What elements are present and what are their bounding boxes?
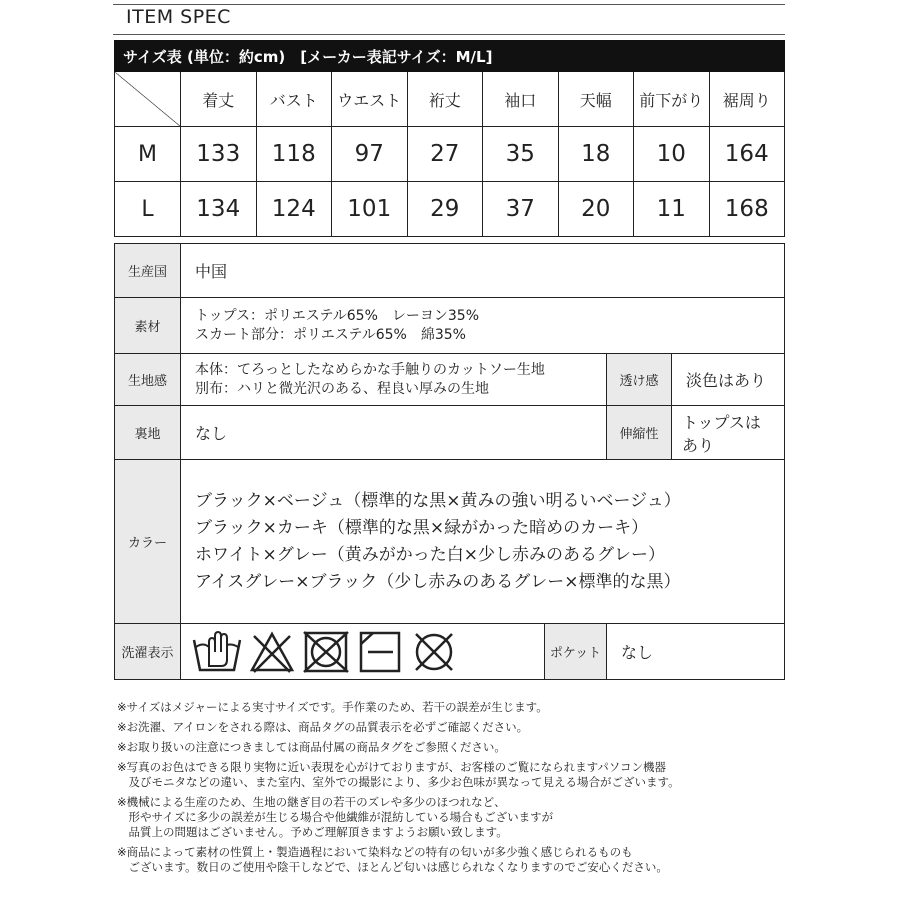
table-cell: 29	[407, 182, 483, 237]
color-option: ホワイト×グレー（黄みがかった白×少し赤みのあるグレー）	[195, 544, 665, 565]
size-label: M	[115, 127, 181, 182]
size-table-header	[115, 72, 785, 127]
note: ※商品によって素材の性質上・製造過程において染料などの特有の匂いが多少強く感じられるものも ございます。数日のご使用や陰干しなどで、ほとんど匂いは感じられなくなりますのでご安心ください。	[117, 845, 668, 874]
color-option: ブラック×カーキ（標準的な黒×緑がかった暗めのカーキ）	[195, 517, 649, 538]
sheer-value: 淡色はあり	[672, 354, 785, 406]
texture-value	[181, 354, 607, 406]
column-header: ウエスト	[332, 72, 408, 127]
spec-label: 透け感	[607, 354, 672, 406]
spec-row-lining	[115, 406, 785, 460]
texture-line: 本体：てろっとしたなめらかな手触りのカットソー生地	[195, 361, 545, 378]
table-cell: 133	[181, 127, 257, 182]
table-cell: 37	[483, 182, 559, 237]
material-line: スカート部分：ポリエステル65% 綿35%	[195, 326, 466, 343]
corner-cell	[115, 72, 181, 127]
material-value	[181, 298, 785, 354]
note: ※お取り扱いの注意につきましては商品付属の商品タグをご参照ください。	[117, 740, 506, 754]
color-value	[181, 460, 785, 624]
table-cell: 118	[256, 127, 332, 182]
notes	[117, 700, 797, 880]
color-option: アイスグレー×ブラック（少し赤みのあるグレー×標準的な黒）	[195, 571, 681, 592]
column-header: 前下がり	[634, 72, 710, 127]
spec-row-texture	[115, 354, 785, 406]
column-header: 袖口	[483, 72, 559, 127]
spec-label: 生地感	[115, 354, 181, 406]
table-cell: 168	[709, 182, 785, 237]
spec-label: 生産国	[115, 244, 181, 298]
column-header: 裄丈	[407, 72, 483, 127]
spec-label: カラー	[115, 460, 181, 624]
size-label: L	[115, 182, 181, 237]
column-header: 裾周り	[709, 72, 785, 127]
header-bottom-rule	[113, 34, 785, 35]
spec-row-origin	[115, 244, 785, 298]
page-title: ITEM SPEC	[126, 6, 231, 28]
note: ※機械による生産のため、生地の継ぎ目の若干のズレや多少のほつれなど、 形やサイズに多少の誤差が生じる場合や他繊維が混紡している場合もございますが 品質上の問題はございません。予めご理解頂きますようお願い致します。	[117, 795, 554, 839]
spec-row-material	[115, 298, 785, 354]
table-cell: 10	[634, 127, 710, 182]
table-row	[115, 182, 785, 237]
table-cell: 20	[558, 182, 634, 237]
spec-row-color	[115, 460, 785, 624]
column-header: 天幅	[558, 72, 634, 127]
spec-label: ポケット	[545, 624, 607, 680]
color-option: ブラック×ベージュ（標準的な黒×黄みの強い明るいベージュ）	[195, 490, 681, 511]
no-tumble-dry-icon	[301, 630, 351, 674]
note: ※写真のお色はできる限り実物に近い表現を心がけておりますが、お客様のご覧になられますパソコン機器 及びモニタなどの違い、また室内、室外での撮影により、多少お色味が異なって見える場合がございます。	[117, 760, 680, 789]
spec-label: 素材	[115, 298, 181, 354]
spec-label: 洗濯表示	[115, 624, 181, 680]
size-table	[114, 40, 785, 237]
spec-label: 伸縮性	[607, 406, 672, 460]
note: ※お洗濯、アイロンをされる際は、商品タグの品質表示を必ずご確認ください。	[117, 720, 529, 734]
spec-row-laundry	[115, 624, 785, 680]
column-header: バスト	[256, 72, 332, 127]
origin-value: 中国	[181, 244, 785, 298]
pocket-value: なし	[607, 624, 785, 680]
table-cell: 27	[407, 127, 483, 182]
spec-label: 裏地	[115, 406, 181, 460]
no-bleach-icon	[249, 630, 295, 674]
table-cell: 35	[483, 127, 559, 182]
laundry-icons	[181, 624, 545, 680]
table-cell: 164	[709, 127, 785, 182]
table-cell: 101	[332, 182, 408, 237]
stretch-value: トップスはあり	[672, 406, 785, 460]
texture-line: 別布：ハリと微光沢のある、程良い厚みの生地	[195, 380, 489, 397]
column-header: 着丈	[181, 72, 257, 127]
material-line: トップス：ポリエステル65% レーヨン35%	[195, 307, 479, 324]
table-cell: 18	[558, 127, 634, 182]
table-cell: 11	[634, 182, 710, 237]
table-cell: 134	[181, 182, 257, 237]
size-table-caption: サイズ表 (単位：約cm) [メーカー表記サイズ：M/L]	[115, 41, 785, 72]
table-cell: 124	[256, 182, 332, 237]
table-row	[115, 127, 785, 182]
spec-table	[114, 243, 785, 680]
table-cell: 97	[332, 127, 408, 182]
hand-wash-icon	[191, 630, 243, 674]
dry-flat-shade-icon	[357, 630, 403, 674]
no-dry-clean-icon	[409, 630, 459, 674]
lining-value: なし	[181, 406, 607, 460]
note: ※サイズはメジャーによる実寸サイズです。手作業のため、若干の誤差が生じます。	[117, 700, 548, 714]
header-top-rule	[113, 4, 785, 5]
